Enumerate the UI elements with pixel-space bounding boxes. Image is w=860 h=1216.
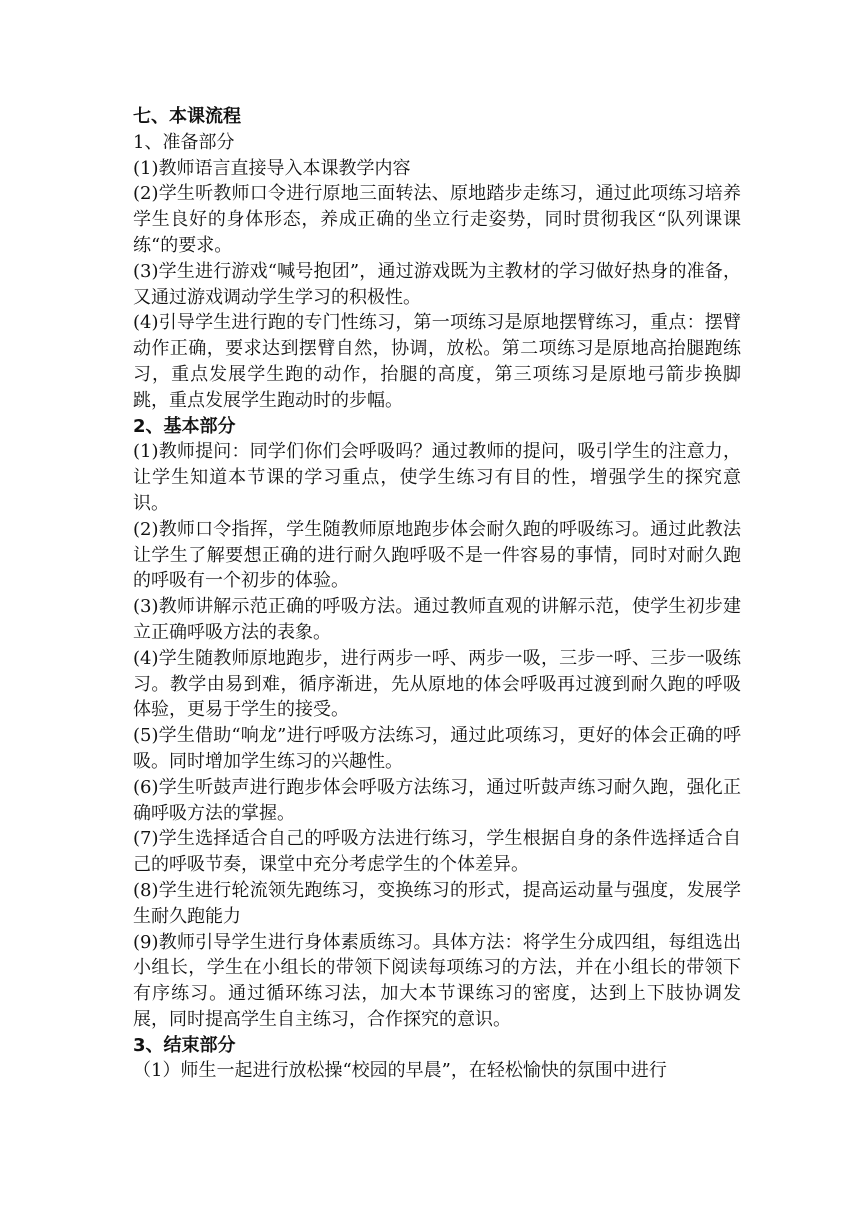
paragraph: (4)学生随教师原地跑步，进行两步一呼、两步一吸，三步一呼、三步一吸练习。教学由易到难，循序渐进，先从原地的体会呼吸再过渡到耐久跑的呼吸体验，更易于学生的接受。	[133, 647, 741, 721]
paragraph: (2)教师口令指挥，学生随教师原地跑步体会耐久跑的呼吸练习。通过此教法让学生了解要想正确的进行耐久跑呼吸不是一件容易的事情，同时对耐久跑的呼吸有一个初步的体验。	[133, 518, 741, 592]
document-page	[133, 104, 741, 1084]
paragraph: (6)学生听鼓声进行跑步体会呼吸方法练习，通过听鼓声练习耐久跑，强化正确呼吸方法的掌握。	[133, 776, 741, 824]
part-title: 2、基本部分	[133, 415, 236, 437]
paragraph: (1)教师提问：同学们你们会呼吸吗？通过教师的提问，吸引学生的注意力，让学生知道本节课的学习重点，使学生练习有目的性，增强学生的探究意识。	[133, 441, 741, 514]
paragraph: (9)教师引导学生进行身体素质练习。具体方法：将学生分成四组，每组选出小组长，学生在小组长的带领下阅读每项练习的方法，并在小组长的带领下有序练习。通过循环练习法，加大本节课练习的密度，达到上下肢协调发展，同时提高学生自主练习，合作探究的意识。	[133, 931, 741, 1030]
paragraph: (4)引导学生进行跑的专门性练习，第一项练习是原地摆臂练习，重点：摆臂动作正确，要求达到摆臂自然，协调，放松。第二项练习是原地高抬腿跑练习，重点发展学生跑的动作，抬腿的高度，第三项练习是原地弓箭步换脚跳，重点发展学生跑动时的步幅。	[133, 312, 741, 411]
paragraph: (7)学生选择适合自己的呼吸方法进行练习，学生根据自身的条件选择适合自己的呼吸节奏，课堂中充分考虑学生的个体差异。	[133, 828, 741, 876]
section-title: 七、本课流程	[133, 106, 241, 127]
part-title: 1、准备部分	[133, 131, 235, 153]
paragraph: (8)学生进行轮流领先跑练习，变换练习的形式，提高运动量与强度，发展学生耐久跑能力	[133, 879, 741, 927]
paragraph: (5)学生借助“响龙”进行呼吸方法练习，通过此项练习，更好的体会正确的呼吸。同时增加学生练习的兴趣性。	[133, 725, 741, 772]
paragraph: (2)学生听教师口令进行原地三面转法、原地踏步走练习，通过此项练习培养学生良好的身体形态，养成正确的坐立行走姿势，同时贯彻我区“队列课课练“的要求。	[133, 183, 741, 256]
paragraph: (3)学生进行游戏“喊号抱团”，通过游戏既为主教材的学习做好热身的准备，又通过游戏调动学生学习的积极性。	[133, 260, 741, 308]
part-basic	[133, 414, 741, 1033]
part-preparation	[133, 130, 741, 414]
paragraph: (3)教师讲解示范正确的呼吸方法。通过教师直观的讲解示范，使学生初步建立正确呼吸方法的表象。	[133, 596, 741, 643]
part-title: 3、结束部分	[133, 1034, 236, 1056]
part-ending	[133, 1033, 741, 1085]
paragraph: （1）师生一起进行放松操“校园的早晨”，在轻松愉快的氛围中进行	[133, 1060, 667, 1082]
paragraph: (1)教师语言直接导入本课教学内容	[133, 157, 411, 179]
